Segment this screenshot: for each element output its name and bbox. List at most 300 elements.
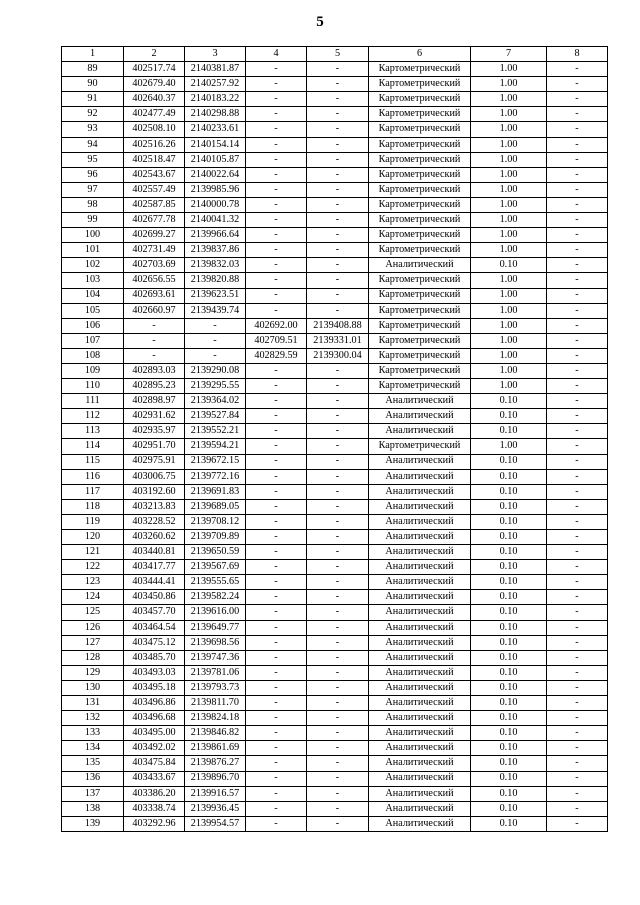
cell-new-x-coordinate: - [246, 560, 307, 575]
cell-accuracy: 1.00 [471, 152, 547, 167]
cell-method: Картометрический [369, 107, 471, 122]
cell-point-number: 129 [62, 665, 124, 680]
cell-y-coordinate: 2139747.36 [185, 650, 246, 665]
cell-point-number: 132 [62, 711, 124, 726]
cell-accuracy: 0.10 [471, 801, 547, 816]
cell-y-coordinate: 2140041.32 [185, 213, 246, 228]
cell-note: - [547, 756, 608, 771]
cell-accuracy: 1.00 [471, 182, 547, 197]
cell-new-x-coordinate: - [246, 273, 307, 288]
cell-point-number: 119 [62, 514, 124, 529]
cell-accuracy: 1.00 [471, 439, 547, 454]
cell-x-coordinate: 403495.18 [124, 680, 185, 695]
cell-x-coordinate: 402935.97 [124, 424, 185, 439]
cell-method: Аналитический [369, 711, 471, 726]
cell-new-y-coordinate: - [307, 273, 369, 288]
cell-note: - [547, 590, 608, 605]
cell-y-coordinate: 2139439.74 [185, 303, 246, 318]
cell-method: Картометрический [369, 243, 471, 258]
cell-note: - [547, 439, 608, 454]
cell-new-x-coordinate: - [246, 409, 307, 424]
table-row [62, 801, 608, 816]
cell-note: - [547, 152, 608, 167]
cell-method: Аналитический [369, 741, 471, 756]
table-row [62, 711, 608, 726]
cell-x-coordinate: 403386.20 [124, 786, 185, 801]
cell-x-coordinate: - [124, 333, 185, 348]
cell-point-number: 99 [62, 213, 124, 228]
cell-x-coordinate: 403485.70 [124, 650, 185, 665]
table-row [62, 635, 608, 650]
cell-new-x-coordinate: - [246, 499, 307, 514]
table-row [62, 665, 608, 680]
cell-point-number: 100 [62, 228, 124, 243]
cell-x-coordinate: 402703.69 [124, 258, 185, 273]
cell-new-x-coordinate: - [246, 635, 307, 650]
cell-new-y-coordinate: - [307, 816, 369, 831]
cell-x-coordinate: 402508.10 [124, 122, 185, 137]
cell-note: - [547, 469, 608, 484]
cell-y-coordinate: 2139594.21 [185, 439, 246, 454]
cell-new-x-coordinate: - [246, 514, 307, 529]
table-row [62, 650, 608, 665]
cell-new-x-coordinate: 402692.00 [246, 318, 307, 333]
column-header-7: 7 [471, 47, 547, 62]
cell-accuracy: 0.10 [471, 530, 547, 545]
cell-new-y-coordinate: 2139408.88 [307, 318, 369, 333]
cell-method: Картометрический [369, 197, 471, 212]
table-row [62, 575, 608, 590]
cell-point-number: 134 [62, 741, 124, 756]
cell-accuracy: 1.00 [471, 92, 547, 107]
cell-x-coordinate: 402557.49 [124, 182, 185, 197]
cell-accuracy: 0.10 [471, 590, 547, 605]
cell-accuracy: 0.10 [471, 696, 547, 711]
cell-new-x-coordinate: 402829.59 [246, 348, 307, 363]
cell-note: - [547, 333, 608, 348]
cell-method: Картометрический [369, 137, 471, 152]
cell-note: - [547, 409, 608, 424]
cell-new-x-coordinate: - [246, 303, 307, 318]
table-row [62, 228, 608, 243]
cell-method: Аналитический [369, 756, 471, 771]
cell-new-y-coordinate: - [307, 665, 369, 680]
table-row [62, 318, 608, 333]
table-row [62, 590, 608, 605]
cell-new-x-coordinate: - [246, 620, 307, 635]
column-header-5: 5 [307, 47, 369, 62]
cell-note: - [547, 92, 608, 107]
cell-new-x-coordinate: - [246, 182, 307, 197]
cell-point-number: 118 [62, 499, 124, 514]
cell-method: Аналитический [369, 499, 471, 514]
cell-method: Картометрический [369, 288, 471, 303]
cell-y-coordinate: 2140233.61 [185, 122, 246, 137]
cell-accuracy: 0.10 [471, 469, 547, 484]
table-row [62, 333, 608, 348]
table-row [62, 167, 608, 182]
table-row [62, 545, 608, 560]
cell-point-number: 126 [62, 620, 124, 635]
cell-point-number: 106 [62, 318, 124, 333]
cell-x-coordinate: 402516.26 [124, 137, 185, 152]
cell-method: Картометрический [369, 318, 471, 333]
cell-x-coordinate: 403450.86 [124, 590, 185, 605]
cell-y-coordinate: - [185, 333, 246, 348]
cell-y-coordinate: 2140298.88 [185, 107, 246, 122]
cell-note: - [547, 182, 608, 197]
cell-y-coordinate: - [185, 348, 246, 363]
cell-method: Аналитический [369, 680, 471, 695]
cell-new-y-coordinate: - [307, 711, 369, 726]
cell-new-x-coordinate: - [246, 107, 307, 122]
cell-new-y-coordinate: - [307, 771, 369, 786]
cell-new-y-coordinate: - [307, 152, 369, 167]
cell-note: - [547, 741, 608, 756]
cell-new-x-coordinate: - [246, 152, 307, 167]
cell-method: Аналитический [369, 514, 471, 529]
cell-new-y-coordinate: - [307, 122, 369, 137]
cell-accuracy: 0.10 [471, 665, 547, 680]
cell-new-x-coordinate: - [246, 439, 307, 454]
cell-accuracy: 1.00 [471, 122, 547, 137]
table-row [62, 756, 608, 771]
cell-method: Картометрический [369, 273, 471, 288]
cell-note: - [547, 499, 608, 514]
cell-note: - [547, 726, 608, 741]
cell-accuracy: 1.00 [471, 243, 547, 258]
cell-y-coordinate: 2140154.14 [185, 137, 246, 152]
column-header-8: 8 [547, 47, 608, 62]
cell-method: Картометрический [369, 152, 471, 167]
cell-accuracy: 0.10 [471, 680, 547, 695]
cell-new-y-coordinate: - [307, 620, 369, 635]
cell-y-coordinate: 2139527.84 [185, 409, 246, 424]
table-row [62, 303, 608, 318]
cell-point-number: 120 [62, 530, 124, 545]
cell-x-coordinate: 403496.68 [124, 711, 185, 726]
cell-accuracy: 1.00 [471, 137, 547, 152]
cell-note: - [547, 77, 608, 92]
cell-new-y-coordinate: 2139300.04 [307, 348, 369, 363]
cell-new-x-coordinate: - [246, 680, 307, 695]
table-row [62, 741, 608, 756]
cell-accuracy: 0.10 [471, 635, 547, 650]
cell-method: Аналитический [369, 771, 471, 786]
cell-y-coordinate: 2139820.88 [185, 273, 246, 288]
cell-x-coordinate: 402477.49 [124, 107, 185, 122]
cell-point-number: 117 [62, 484, 124, 499]
cell-method: Картометрический [369, 228, 471, 243]
cell-accuracy: 1.00 [471, 348, 547, 363]
cell-new-y-coordinate: - [307, 243, 369, 258]
cell-x-coordinate: 402677.78 [124, 213, 185, 228]
cell-point-number: 96 [62, 167, 124, 182]
cell-accuracy: 0.10 [471, 409, 547, 424]
cell-new-y-coordinate: - [307, 605, 369, 620]
cell-note: - [547, 560, 608, 575]
cell-accuracy: 0.10 [471, 605, 547, 620]
table-row [62, 197, 608, 212]
table-row [62, 152, 608, 167]
cell-new-y-coordinate: - [307, 228, 369, 243]
cell-y-coordinate: 2140022.64 [185, 167, 246, 182]
cell-point-number: 116 [62, 469, 124, 484]
cell-accuracy: 1.00 [471, 273, 547, 288]
cell-x-coordinate: 402895.23 [124, 379, 185, 394]
cell-accuracy: 0.10 [471, 726, 547, 741]
table-row [62, 514, 608, 529]
cell-new-x-coordinate: - [246, 258, 307, 273]
table-row [62, 424, 608, 439]
cell-x-coordinate: 403492.02 [124, 741, 185, 756]
cell-point-number: 94 [62, 137, 124, 152]
table-row [62, 696, 608, 711]
cell-note: - [547, 243, 608, 258]
table-row [62, 499, 608, 514]
cell-accuracy: 1.00 [471, 318, 547, 333]
cell-y-coordinate: 2139650.59 [185, 545, 246, 560]
table-row [62, 379, 608, 394]
cell-note: - [547, 258, 608, 273]
cell-note: - [547, 816, 608, 831]
cell-note: - [547, 122, 608, 137]
cell-new-x-coordinate: - [246, 454, 307, 469]
cell-new-x-coordinate: - [246, 741, 307, 756]
table-row [62, 816, 608, 831]
cell-point-number: 104 [62, 288, 124, 303]
cell-point-number: 97 [62, 182, 124, 197]
cell-new-y-coordinate: - [307, 545, 369, 560]
cell-y-coordinate: 2139861.69 [185, 741, 246, 756]
cell-y-coordinate: 2139824.18 [185, 711, 246, 726]
table-row [62, 92, 608, 107]
cell-new-y-coordinate: - [307, 424, 369, 439]
cell-new-x-coordinate: - [246, 484, 307, 499]
cell-new-y-coordinate: - [307, 213, 369, 228]
cell-x-coordinate: 403006.75 [124, 469, 185, 484]
cell-y-coordinate: 2140000.78 [185, 197, 246, 212]
column-header-2: 2 [124, 47, 185, 62]
cell-new-x-coordinate: - [246, 756, 307, 771]
cell-new-y-coordinate: - [307, 363, 369, 378]
table-row [62, 77, 608, 92]
cell-accuracy: 0.10 [471, 560, 547, 575]
cell-new-y-coordinate: 2139331.01 [307, 333, 369, 348]
cell-accuracy: 1.00 [471, 303, 547, 318]
cell-new-y-coordinate: - [307, 167, 369, 182]
cell-point-number: 130 [62, 680, 124, 695]
cell-new-x-coordinate: - [246, 213, 307, 228]
cell-note: - [547, 635, 608, 650]
table-row [62, 394, 608, 409]
cell-new-y-coordinate: - [307, 182, 369, 197]
cell-y-coordinate: 2139582.24 [185, 590, 246, 605]
cell-method: Аналитический [369, 635, 471, 650]
cell-method: Картометрический [369, 167, 471, 182]
cell-point-number: 128 [62, 650, 124, 665]
cell-new-x-coordinate: - [246, 363, 307, 378]
cell-new-y-coordinate: - [307, 696, 369, 711]
cell-new-x-coordinate: 402709.51 [246, 333, 307, 348]
cell-method: Аналитический [369, 530, 471, 545]
cell-new-x-coordinate: - [246, 530, 307, 545]
cell-new-x-coordinate: - [246, 424, 307, 439]
cell-x-coordinate: 403475.12 [124, 635, 185, 650]
cell-y-coordinate: 2139672.15 [185, 454, 246, 469]
cell-x-coordinate: 403433.67 [124, 771, 185, 786]
cell-new-x-coordinate: - [246, 605, 307, 620]
cell-point-number: 107 [62, 333, 124, 348]
cell-new-x-coordinate: - [246, 243, 307, 258]
table-row [62, 680, 608, 695]
cell-point-number: 137 [62, 786, 124, 801]
cell-note: - [547, 137, 608, 152]
cell-x-coordinate: 402518.47 [124, 152, 185, 167]
cell-y-coordinate: 2139846.82 [185, 726, 246, 741]
cell-new-x-coordinate: - [246, 469, 307, 484]
cell-x-coordinate: 402731.49 [124, 243, 185, 258]
cell-method: Картометрический [369, 122, 471, 137]
cell-new-x-coordinate: - [246, 771, 307, 786]
cell-accuracy: 0.10 [471, 499, 547, 514]
table-body [62, 62, 608, 832]
cell-new-y-coordinate: - [307, 197, 369, 212]
coordinates-table [61, 46, 608, 832]
cell-x-coordinate: 402975.91 [124, 454, 185, 469]
cell-accuracy: 0.10 [471, 816, 547, 831]
cell-x-coordinate: 403457.70 [124, 605, 185, 620]
cell-x-coordinate: 403496.86 [124, 696, 185, 711]
cell-note: - [547, 424, 608, 439]
cell-new-y-coordinate: - [307, 756, 369, 771]
cell-accuracy: 1.00 [471, 379, 547, 394]
cell-method: Картометрический [369, 92, 471, 107]
cell-note: - [547, 696, 608, 711]
cell-point-number: 125 [62, 605, 124, 620]
cell-new-y-coordinate: - [307, 590, 369, 605]
cell-x-coordinate: 402660.97 [124, 303, 185, 318]
cell-accuracy: 0.10 [471, 514, 547, 529]
cell-note: - [547, 484, 608, 499]
cell-accuracy: 1.00 [471, 288, 547, 303]
cell-y-coordinate: 2139623.51 [185, 288, 246, 303]
cell-method: Аналитический [369, 575, 471, 590]
cell-new-y-coordinate: - [307, 137, 369, 152]
cell-point-number: 122 [62, 560, 124, 575]
table-row [62, 122, 608, 137]
cell-point-number: 108 [62, 348, 124, 363]
table-row [62, 605, 608, 620]
cell-y-coordinate: 2139708.12 [185, 514, 246, 529]
cell-point-number: 89 [62, 62, 124, 77]
cell-x-coordinate: 402656.55 [124, 273, 185, 288]
cell-method: Аналитический [369, 469, 471, 484]
cell-y-coordinate: 2139916.57 [185, 786, 246, 801]
cell-y-coordinate: 2139616.00 [185, 605, 246, 620]
cell-x-coordinate: 402893.03 [124, 363, 185, 378]
cell-point-number: 123 [62, 575, 124, 590]
cell-method: Аналитический [369, 801, 471, 816]
cell-x-coordinate: 403493.03 [124, 665, 185, 680]
cell-y-coordinate: 2139837.86 [185, 243, 246, 258]
cell-accuracy: 1.00 [471, 333, 547, 348]
cell-note: - [547, 288, 608, 303]
cell-y-coordinate: 2140381.87 [185, 62, 246, 77]
cell-new-y-coordinate: - [307, 680, 369, 695]
table-row [62, 363, 608, 378]
cell-y-coordinate: 2139290.08 [185, 363, 246, 378]
table-row [62, 560, 608, 575]
cell-new-y-coordinate: - [307, 409, 369, 424]
cell-y-coordinate: 2139364.02 [185, 394, 246, 409]
cell-note: - [547, 771, 608, 786]
cell-new-x-coordinate: - [246, 786, 307, 801]
cell-accuracy: 0.10 [471, 741, 547, 756]
cell-y-coordinate: 2139954.57 [185, 816, 246, 831]
cell-method: Аналитический [369, 726, 471, 741]
cell-x-coordinate: 403464.54 [124, 620, 185, 635]
cell-method: Аналитический [369, 424, 471, 439]
cell-accuracy: 0.10 [471, 484, 547, 499]
cell-point-number: 115 [62, 454, 124, 469]
cell-new-y-coordinate: - [307, 801, 369, 816]
cell-y-coordinate: 2139793.73 [185, 680, 246, 695]
cell-new-y-coordinate: - [307, 635, 369, 650]
cell-x-coordinate: - [124, 318, 185, 333]
cell-method: Картометрический [369, 62, 471, 77]
cell-y-coordinate: 2139772.16 [185, 469, 246, 484]
table-row [62, 484, 608, 499]
cell-method: Аналитический [369, 605, 471, 620]
cell-new-y-coordinate: - [307, 514, 369, 529]
table-header-row [62, 47, 608, 62]
cell-point-number: 102 [62, 258, 124, 273]
table-row [62, 409, 608, 424]
column-header-3: 3 [185, 47, 246, 62]
cell-method: Аналитический [369, 409, 471, 424]
cell-new-y-coordinate: - [307, 439, 369, 454]
cell-method: Аналитический [369, 650, 471, 665]
cell-new-x-coordinate: - [246, 726, 307, 741]
cell-point-number: 98 [62, 197, 124, 212]
cell-method: Аналитический [369, 454, 471, 469]
cell-accuracy: 0.10 [471, 258, 547, 273]
cell-new-x-coordinate: - [246, 545, 307, 560]
cell-accuracy: 1.00 [471, 77, 547, 92]
cell-accuracy: 0.10 [471, 650, 547, 665]
cell-point-number: 124 [62, 590, 124, 605]
cell-new-y-coordinate: - [307, 454, 369, 469]
cell-new-x-coordinate: - [246, 77, 307, 92]
cell-note: - [547, 273, 608, 288]
cell-point-number: 111 [62, 394, 124, 409]
cell-x-coordinate: 403228.52 [124, 514, 185, 529]
cell-new-y-coordinate: - [307, 530, 369, 545]
cell-new-y-coordinate: - [307, 726, 369, 741]
cell-x-coordinate: 403440.81 [124, 545, 185, 560]
cell-accuracy: 0.10 [471, 424, 547, 439]
cell-x-coordinate: 402693.61 [124, 288, 185, 303]
cell-new-y-coordinate: - [307, 379, 369, 394]
cell-method: Аналитический [369, 786, 471, 801]
cell-note: - [547, 530, 608, 545]
cell-new-y-coordinate: - [307, 107, 369, 122]
cell-note: - [547, 228, 608, 243]
cell-new-x-coordinate: - [246, 228, 307, 243]
cell-new-x-coordinate: - [246, 590, 307, 605]
cell-x-coordinate: 403213.83 [124, 499, 185, 514]
